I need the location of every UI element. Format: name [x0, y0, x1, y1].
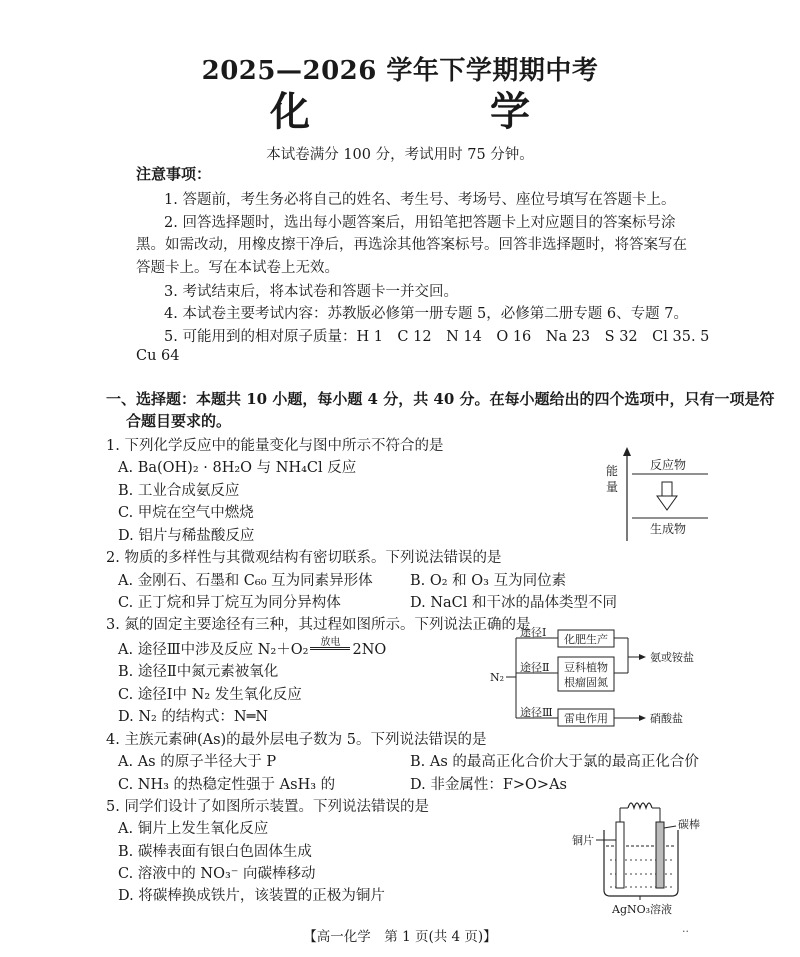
q3-option-a	[118, 638, 386, 659]
q5-carbon-electrode	[656, 822, 664, 888]
q5-right-label: 碳棒	[678, 818, 700, 831]
q3-source-n2: N₂	[490, 671, 505, 684]
q5-coil	[628, 803, 652, 808]
notes-heading: 注意事项：	[136, 165, 212, 183]
note-line-6: 4. 本试卷主要考试内容：苏教版必修第一册专题 5，必修第二册专题 6、专题 7。	[164, 306, 688, 322]
q1-option-b: B. 工业合成氨反应	[118, 483, 240, 499]
note-line-3: 黑。如需改动，用橡皮擦干净后，再选涂其他答案标号。回答非选择题时，将答案写在	[136, 237, 687, 253]
note-line-2: 2. 回答选择题时，选出每小题答案后，用铅笔把答题卡上对应题目的答案标号涂	[164, 215, 676, 231]
q2-stem: 2. 物质的多样性与其微观结构有密切联系。下列说法错误的是	[106, 550, 502, 566]
q1-arrow-shaft	[662, 482, 672, 496]
q3-option-a-reactants: A. 途径Ⅲ中涉及反应 N₂＋O₂	[118, 642, 309, 658]
q5-copper-electrode	[616, 822, 624, 888]
note-line-8: Cu 64	[136, 348, 180, 364]
q5-option-c: C. 溶液中的 NO₃⁻ 向碳棒移动	[118, 866, 316, 882]
q1-stem: 1. 下列化学反应中的能量变化与图中所示不符合的是	[106, 438, 444, 454]
section-heading-line2: 合题目要求的。	[126, 412, 232, 430]
q3-path-2: 途径Ⅱ	[520, 661, 550, 674]
q1-energy-diagram	[600, 447, 712, 543]
q5-galvanic-cell-diagram	[568, 792, 708, 916]
exam-title: 2025—2026 学年下学期期中考	[201, 56, 599, 86]
q5-solution-label: AgNO₃溶液	[612, 903, 673, 916]
q3-option-b: B. 途径Ⅱ中氮元素被氧化	[118, 664, 279, 680]
note-line-1: 1. 答题前，考生务必将自己的姓名、考生号、考场号、座位号填写在答题卡上。	[164, 192, 676, 208]
q1-ylabel-2: 量	[606, 480, 619, 494]
q2-option-a: A. 金刚石、石墨和 C₆₀ 互为同素异形体	[118, 573, 373, 589]
q4-option-b: B. As 的最高正化合价大于氯的最高正化合价	[410, 754, 699, 770]
q2-option-c: C. 正丁烷和异丁烷互为同分异构体	[118, 595, 341, 611]
note-line-5: 3. 考试结束后，将本试卷和答题卡一并交回。	[164, 284, 458, 300]
q5-left-label: 铜片	[572, 834, 594, 847]
q3-option-d: D. N₂ 的结构式：N═N	[118, 709, 269, 725]
q3-path-1: 途径Ⅰ	[520, 626, 547, 639]
q3-box-3: 雷电作用	[564, 712, 608, 725]
q5-option-d: D. 将碳棒换成铁片，该装置的正极为铜片	[118, 888, 385, 904]
q3-box-1: 化肥生产	[564, 633, 608, 646]
q1-ylabel-1: 能	[606, 464, 619, 478]
q3-box-2b: 根瘤固氮	[564, 676, 608, 689]
q4-stem: 4. 主族元素砷(As)的最外层电子数为 5。下列说法错误的是	[106, 732, 487, 748]
page-footer: 【高一化学 第 1 页(共 4 页)】	[303, 929, 497, 945]
section-heading-line1: 一、选择题：本题共 10 小题，每小题 4 分，共 40 分。在每小题给出的四个选项中，只有一项是符	[106, 390, 775, 408]
q3-reaction-arrow	[308, 637, 352, 658]
q3-output-ammonia: 氨或铵盐	[650, 651, 694, 664]
q3-option-c: C. 途径Ⅰ中 N₂ 发生氧化反应	[118, 687, 302, 703]
q1-arrow-head	[657, 496, 677, 510]
q2-option-b: B. O₂ 和 O₃ 互为同位素	[410, 573, 567, 589]
q3-condition: 放电	[320, 637, 341, 648]
exam-info: 本试卷满分 100 分，考试用时 75 分钟。	[266, 147, 534, 163]
note-line-4: 答题卡上。写在本试卷上无效。	[136, 260, 339, 276]
page-mark: ··	[682, 925, 689, 938]
q3-nitrogen-fixation-diagram	[488, 626, 713, 734]
q3-output-nitrate: 硝酸盐	[650, 712, 683, 725]
q4-option-a: A. As 的原子半径大于 P	[118, 754, 277, 770]
q2-option-d: D. NaCl 和干冰的晶体类型不同	[410, 595, 617, 611]
q1-reactant-label: 反应物	[650, 458, 687, 472]
q4-option-d: D. 非金属性：F>O>As	[410, 777, 567, 793]
q1-product-label: 生成物	[650, 522, 687, 536]
q3-path-3: 途径Ⅲ	[520, 706, 553, 719]
q1-option-a: A. Ba(OH)₂ · 8H₂O 与 NH₄Cl 反应	[118, 460, 357, 476]
q1-option-c: C. 甲烷在空气中燃烧	[118, 505, 254, 521]
q5-stem: 5. 同学们设计了如图所示装置。下列说法错误的是	[106, 799, 429, 815]
q3-option-a-product: 2NO	[352, 642, 387, 658]
q3-box-2a: 豆科植物	[564, 661, 608, 674]
q1-option-d: D. 铝片与稀盐酸反应	[118, 528, 255, 544]
q4-option-c: C. NH₃ 的热稳定性强于 AsH₃ 的	[118, 777, 336, 793]
q3-stem: 3. 氮的固定主要途径有三种，其过程如图所示。下列说法正确的是	[106, 617, 531, 633]
q5-option-a: A. 铜片上发生氧化反应	[118, 821, 269, 837]
subject-title: 化 学	[270, 88, 600, 135]
note-line-7: 5. 可能用到的相对原子质量：H 1 C 12 N 14 O 16 Na 23 S 32 Cl 35. 5	[164, 329, 710, 345]
q5-option-b: B. 碳棒表面有银白色固体生成	[118, 844, 312, 860]
